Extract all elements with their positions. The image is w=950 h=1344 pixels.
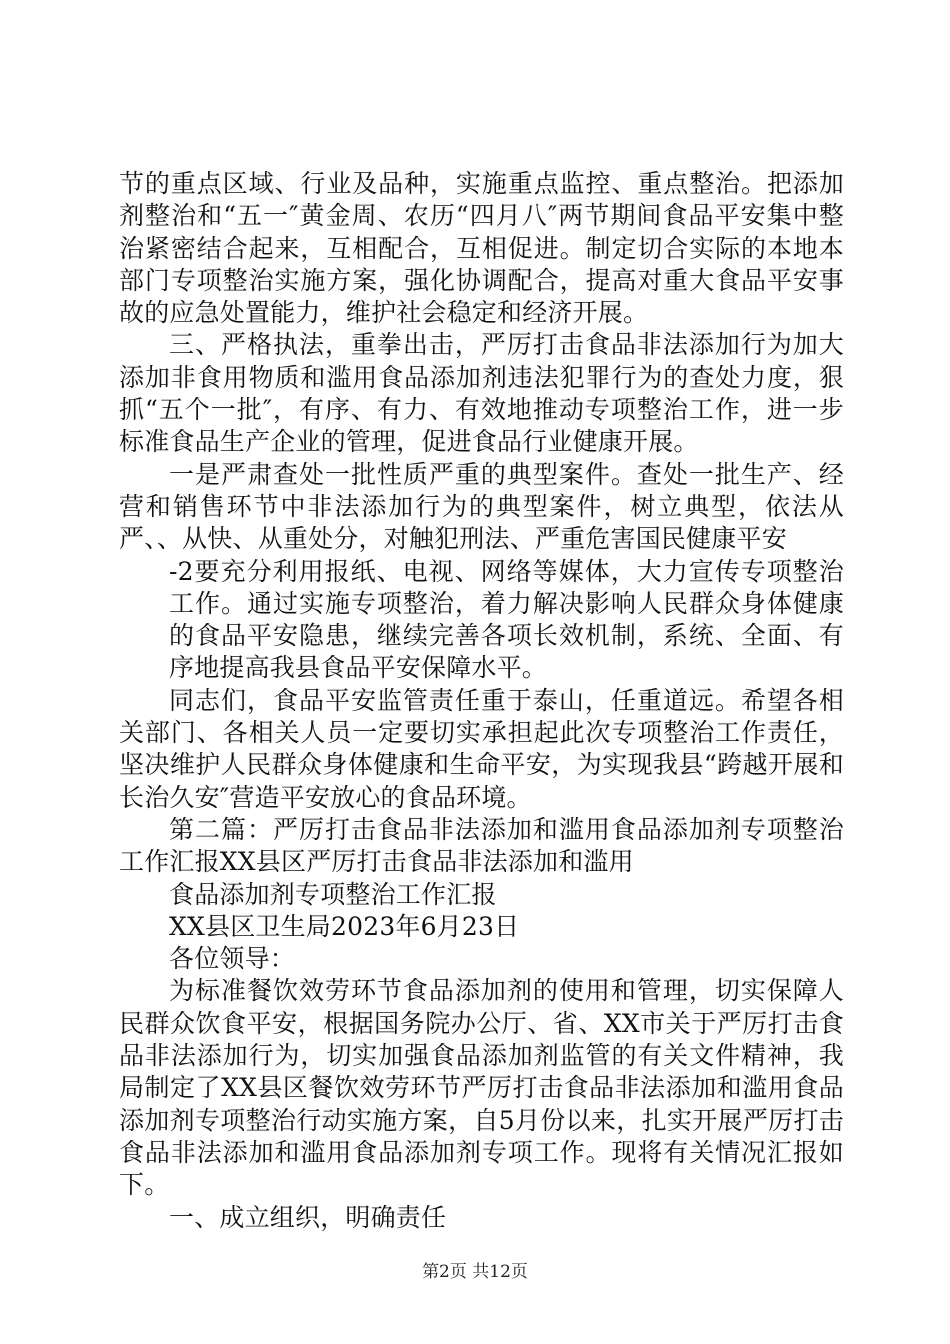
paragraph-continuation: 节的重点区域、行业及品种，实施重点监控、重点整治。把添加剂整治和“五一″黄金周、农历“四月八″两节期间食品平安集中整治紧密结合起来，互相配合，互相促进。制定切合实际的本地本部门专项整治实施方案，强化协调配合，提高对重大食品平安事故的应急处置能力，维护社会稳定和经济开展。	[119, 169, 844, 328]
paragraph-salutation: 各位领导：	[169, 944, 296, 974]
page-footer: 第2页 共12页	[422, 1262, 528, 1282]
paragraph-heading-one: 一、成立组织，明确责任	[169, 1202, 447, 1232]
paragraph-item-two: -2要充分利用报纸、电视、网络等媒体，大力宣传专项整治工作。通过实施专项整治，着力解决影响人民群众身体健康的食品平安隐患，继续完善各项长效机制，系统、全面、有序地提高我县食品平安保障水平。	[169, 556, 844, 683]
paragraph-closing: 同志们，食品平安监管责任重于泰山，任重道远。希望各相关部门、各相关人员一定要切实承担起此次专项整治工作责任，坚决维护人民群众身体健康和生命平安，为实现我县“跨越开展和长治久安″营造平安放心的食品环境。	[119, 685, 844, 812]
paragraph-section-three: 三、严格执法，重拳出击，严厉打击食品非法添加行为加大添加非食用物质和滥用食品添加剂违法犯罪行为的查处力度，狠抓“五个一批″，有序、有力、有效地推动专项整治工作，进一步标准食品生产企业的管理，促进食品行业健康开展。	[119, 330, 844, 457]
paragraph-report-title: 食品添加剂专项整治工作汇报	[169, 879, 497, 909]
paragraph-item-one: 一是严肃查处一批性质严重的典型案件。查处一批生产、经营和销售环节中非法添加行为的典型案件，树立典型，依法从严、、从快、从重处分，对触犯刑法、严重危害国民健康平安	[119, 459, 844, 554]
paragraph-report-date: XX县区卫生局2023年6月23日	[169, 911, 520, 941]
document-body	[119, 168, 844, 1234]
paragraph-part-two-title: 第二篇：严厉打击食品非法添加和滥用食品添加剂专项整治工作汇报XX县区严厉打击食品非法添加和滥用	[119, 814, 844, 877]
paragraph-report-intro: 为标准餐饮效劳环节食品添加剂的使用和管理，切实保障人民群众饮食平安，根据国务院办公厅、省、XX市关于严厉打击食品非法添加行为，切实加强食品添加剂监管的有关文件精神，我局制定了XX县区餐饮效劳环节严厉打击食品非法添加和滥用食品添加剂专项整治行动实施方案，自5月份以来，扎实开展严厉打击食品非法添加和滥用食品添加剂专项工作。现将有关情况汇报如下。	[119, 976, 844, 1200]
